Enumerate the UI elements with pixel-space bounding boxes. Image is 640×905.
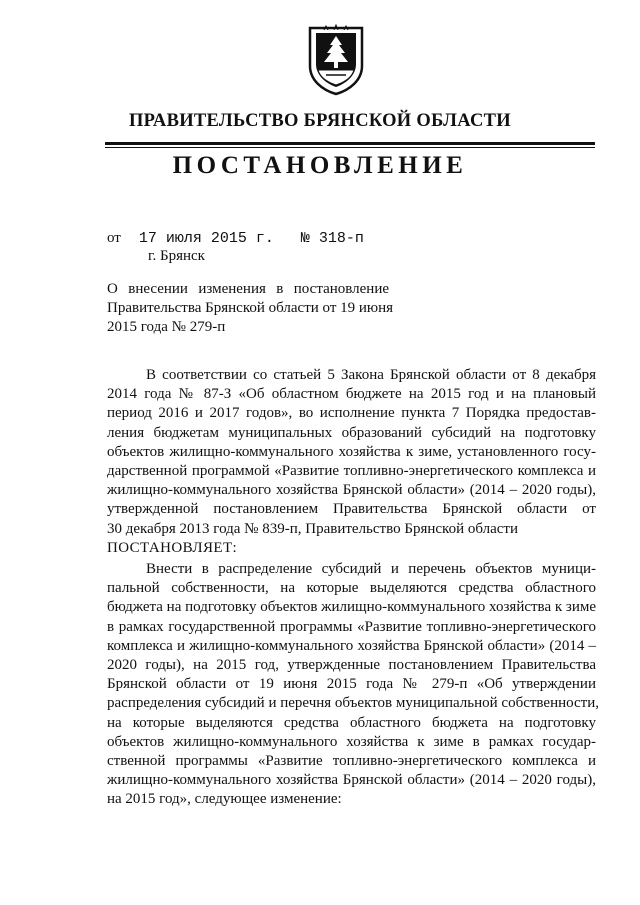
header-divider-thick: [105, 142, 595, 145]
paragraph-line: пальной собственности, на которые выделяются средства областного: [107, 580, 596, 597]
paragraph-line: 2020 годы), на 2015 год, утвержденные постановлением Правительства: [107, 656, 596, 673]
paragraph-line: объектов жилищно-коммунального хозяйства к зиме в рамках государ-: [107, 733, 596, 750]
paragraph-line: период 2016 и 2017 годов», во исполнение пункта 7 Порядка предостав-: [107, 405, 596, 422]
paragraph-line: комплекса и жилищно-коммунального хозяйства Брянской области» (2014 –: [107, 637, 596, 654]
paragraph-line: 30 декабря 2013 года № 839-п, Правительство Брянской области: [107, 520, 518, 537]
document-subject: [107, 280, 394, 337]
paragraph-line: ления бюджетам муниципальных образований субсидий на подготовку: [107, 424, 596, 441]
operative-paragraph: [107, 560, 599, 809]
document-type-title: ПОСТАНОВЛЕНИЕ: [172, 152, 468, 179]
paragraph-line: бюджета на подготовку объектов жилищно-коммунального хозяйства к зиме: [107, 599, 596, 616]
paragraph-line: дарственной программой «Развитие топливно-энергетического комплекса и: [107, 462, 596, 479]
date-prefix: от: [107, 230, 121, 246]
preamble-paragraph: [107, 366, 596, 558]
paragraph-line: Брянской области от 19 июня 2015 года № 279-п «Об утверждении: [107, 676, 596, 693]
date-number-line: [107, 230, 364, 247]
paragraph-line: ственной программы «Развитие топливно-энергетического комплекса и: [107, 752, 596, 769]
organization-name: ПРАВИТЕЛЬСТВО БРЯНСКОЙ ОБЛАСТИ: [128, 111, 511, 131]
paragraph-line: объектов жилищно-коммунального хозяйства к зиме, установленного госу-: [107, 443, 596, 460]
paragraph-line: Внести в распределение субсидий и перечень объектов муници-: [146, 561, 596, 577]
paragraph-line: утвержденной постановлением Правительства Брянской области от: [107, 501, 596, 518]
decree-word: ПОСТАНОВЛЯЕТ:: [107, 539, 238, 556]
subject-line: Правительства Брянской области от 19 июня: [107, 300, 394, 316]
paragraph-line: в рамках государственной программы «Развитие топливно-энергетического: [107, 618, 596, 635]
bryansk-coat-of-arms-icon: [304, 24, 368, 96]
header-divider-thin: [105, 147, 595, 148]
paragraph-line: жилищно-коммунального хозяйства Брянской области» (2014 – 2020 годы),: [107, 482, 596, 499]
subject-line: О внесении изменения в постановление: [107, 281, 389, 297]
document-date: 17 июля 2015 г.: [138, 230, 274, 247]
document-number: № 318-п: [300, 230, 364, 247]
paragraph-line: на которые выделяются средства областного бюджета на подготовку: [107, 714, 596, 731]
paragraph-line: жилищно-коммунального хозяйства Брянской области» (2014 – 2020 годы),: [107, 772, 596, 789]
paragraph-line: 2014 года № 87-З «Об областном бюджете на 2015 год и на плановый: [107, 386, 596, 403]
paragraph-line: на 2015 год», следующее изменение:: [107, 791, 342, 808]
document-city: г. Брянск: [148, 248, 205, 264]
paragraph-line: В соответствии со статьей 5 Закона Брянской области от 8 декабря: [146, 367, 596, 383]
subject-line: 2015 года № 279-п: [107, 319, 226, 335]
paragraph-line: распределения субсидий и перечня объектов муниципальной собственности,: [107, 695, 599, 712]
